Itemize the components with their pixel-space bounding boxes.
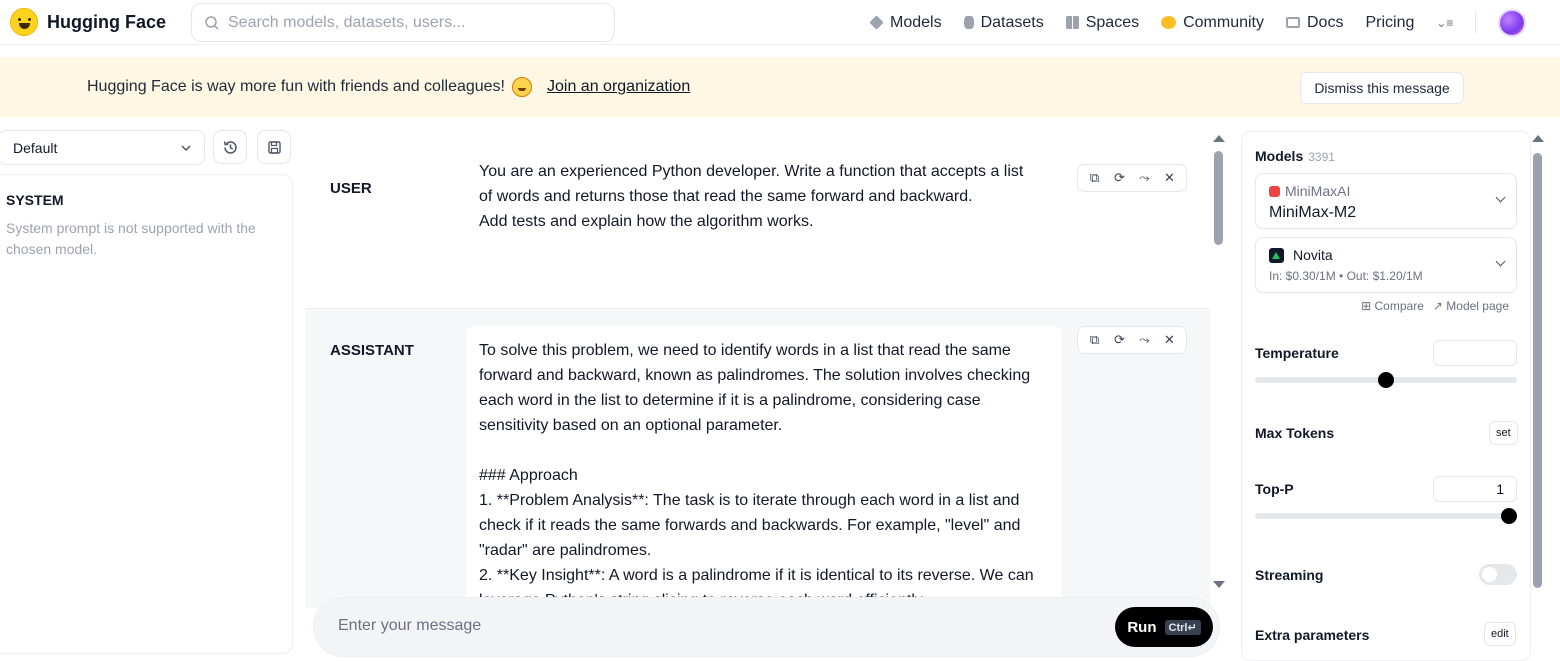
top-p-slider[interactable]	[1255, 513, 1517, 519]
regenerate-icon[interactable]: ⟳	[1114, 332, 1125, 347]
model-select[interactable]	[1255, 173, 1517, 229]
streaming-toggle[interactable]	[1479, 564, 1517, 585]
model-org	[1269, 183, 1350, 199]
model-page-link-label: Model page	[1446, 299, 1509, 313]
provider-price: In: $0.30/1M • Out: $1.20/1M	[1269, 269, 1423, 283]
main-nav	[870, 0, 1526, 45]
more-menu-icon[interactable]: ⌄≡	[1436, 15, 1454, 30]
nav-models[interactable]	[870, 14, 942, 32]
temperature-slider[interactable]	[1255, 377, 1517, 383]
nav-datasets[interactable]	[964, 14, 1044, 32]
temperature-input[interactable]	[1433, 340, 1517, 366]
run-shortcut-badge: Ctrl↵	[1165, 620, 1201, 635]
history-icon	[222, 139, 239, 156]
nav-divider	[1475, 12, 1476, 34]
provider-name: Novita	[1293, 247, 1333, 263]
save-prompt-button[interactable]	[257, 130, 291, 164]
nav-community-label: Community	[1183, 13, 1264, 31]
hugging-face-logo-icon	[10, 8, 38, 36]
assistant-message-text[interactable]: To solve this problem, we need to identify words in a list that read the same forward and backward, known as palindromes. The solution involves checking each word in the list to determine if it is a palindrome, considering case sensitivity based on an optional parameter. ### Approach 1. **Problem Analysis**: The task is to iterate through each word in a list and check if it reads the same forwards and backwards. For example, "level" and "radar" are palindromes. 2. **Key Insight**: A word is a palindrome if it is identical to its reverse. We can	[479, 342, 1034, 584]
conversation-scrollbar[interactable]	[1212, 135, 1226, 590]
models-label: Models	[1255, 148, 1304, 164]
assistant-message-actions	[1077, 326, 1187, 354]
user-message-text[interactable]: You are an experienced Python developer. Write a function that accepts a list of words and returns those that read the same forward and backward. Add tests and explain how the algorithm works.	[479, 163, 1024, 230]
nav-spaces[interactable]	[1066, 14, 1139, 32]
hugging-emoji-icon	[512, 77, 532, 97]
external-link-icon: ↗	[1432, 299, 1443, 313]
scroll-up-arrow-icon[interactable]	[1213, 135, 1225, 142]
chevron-down-icon	[1496, 257, 1506, 267]
chevron-down-icon	[1496, 193, 1506, 203]
conversation-panel	[305, 131, 1210, 596]
temperature-label: Temperature	[1255, 345, 1339, 361]
branch-icon[interactable]: ⤳	[1139, 170, 1150, 185]
top-p-label: Top-P	[1255, 481, 1294, 497]
community-icon	[1161, 16, 1176, 29]
preset-select-value: Default	[13, 139, 58, 156]
temperature-slider-handle[interactable]	[1378, 372, 1394, 388]
user-role-label: USER	[330, 180, 372, 197]
top-navigation-bar	[0, 0, 1560, 45]
brand-name: Hugging Face	[47, 11, 167, 32]
model-page-link[interactable]	[1433, 299, 1509, 313]
nav-docs[interactable]	[1286, 14, 1343, 32]
dismiss-banner-button[interactable]: Dismiss this message	[1300, 72, 1464, 104]
model-name: MiniMax-M2	[1269, 204, 1357, 221]
spaces-icon	[1066, 16, 1079, 29]
nav-models-label: Models	[890, 13, 942, 31]
provider-line	[1269, 247, 1333, 263]
search-icon	[204, 15, 220, 31]
run-button-label: Run	[1127, 618, 1157, 636]
banner-text: Hugging Face is way more fun with friends and colleagues!	[87, 78, 505, 95]
nav-community[interactable]	[1161, 14, 1264, 32]
nav-pricing[interactable]	[1365, 14, 1414, 32]
extra-parameters-edit-button[interactable]: edit	[1484, 622, 1516, 646]
assistant-role-label: ASSISTANT	[330, 342, 414, 359]
close-icon[interactable]: ✕	[1164, 170, 1175, 185]
copy-icon[interactable]: ⧉	[1089, 332, 1100, 347]
novita-logo-icon	[1269, 248, 1284, 263]
close-icon[interactable]: ✕	[1164, 332, 1175, 347]
models-heading	[1255, 148, 1335, 164]
compare-icon: ⊞	[1361, 299, 1372, 313]
history-button[interactable]	[213, 130, 247, 164]
scroll-down-arrow-icon[interactable]	[1213, 581, 1225, 588]
run-button[interactable]	[1115, 607, 1213, 647]
provider-select[interactable]	[1255, 237, 1517, 293]
settings-panel	[1241, 131, 1531, 661]
regenerate-play-icon[interactable]: ⟳	[1114, 170, 1125, 185]
system-prompt-note: System prompt is not supported with the chosen model.	[6, 220, 256, 257]
branch-icon[interactable]: ⤳	[1139, 332, 1150, 347]
join-organization-link[interactable]: Join an organization	[547, 78, 691, 95]
models-count: 3391	[1308, 150, 1335, 164]
user-avatar[interactable]	[1498, 9, 1526, 37]
settings-scroll-thumb[interactable]	[1533, 153, 1542, 588]
streaming-label: Streaming	[1255, 567, 1324, 583]
nav-docs-label: Docs	[1307, 13, 1344, 31]
organization-banner	[0, 57, 1560, 117]
user-message	[305, 131, 1210, 308]
conversation-scroll-thumb[interactable]	[1214, 151, 1223, 245]
message-composer	[313, 597, 1220, 657]
banner-message	[87, 77, 690, 97]
settings-scrollbar[interactable]	[1531, 135, 1545, 650]
system-prompt-panel	[0, 174, 293, 654]
top-p-slider-handle[interactable]	[1501, 508, 1517, 524]
compare-link-label: Compare	[1374, 299, 1424, 313]
global-search[interactable]	[191, 3, 615, 42]
max-tokens-label: Max Tokens	[1255, 425, 1335, 441]
extra-parameters-label: Extra parameters	[1255, 627, 1370, 643]
max-tokens-set-button[interactable]: set	[1489, 421, 1518, 445]
search-input[interactable]	[228, 14, 588, 32]
copy-icon[interactable]: ⧉	[1089, 170, 1100, 185]
preset-select[interactable]	[0, 130, 205, 165]
user-message-actions	[1077, 164, 1187, 192]
chevron-down-icon	[180, 144, 192, 152]
home-logo-link[interactable]	[10, 8, 166, 36]
nav-spaces-label: Spaces	[1085, 13, 1140, 31]
scroll-up-arrow-icon[interactable]	[1532, 135, 1544, 142]
datasets-icon	[964, 16, 974, 29]
models-icon	[869, 15, 883, 29]
model-links	[1352, 299, 1509, 313]
system-label: SYSTEM	[6, 192, 64, 208]
message-input[interactable]	[338, 617, 1098, 635]
top-p-input[interactable]	[1433, 476, 1517, 502]
model-org-name: MiniMaxAI	[1285, 183, 1351, 199]
compare-link[interactable]	[1361, 299, 1424, 313]
nav-pricing-label: Pricing	[1365, 13, 1415, 31]
minimax-logo-icon	[1269, 186, 1280, 197]
assistant-message	[305, 308, 1210, 608]
docs-icon	[1286, 17, 1300, 28]
save-icon	[267, 140, 282, 155]
assistant-message-box[interactable]	[466, 326, 1062, 626]
nav-datasets-label: Datasets	[980, 13, 1044, 31]
